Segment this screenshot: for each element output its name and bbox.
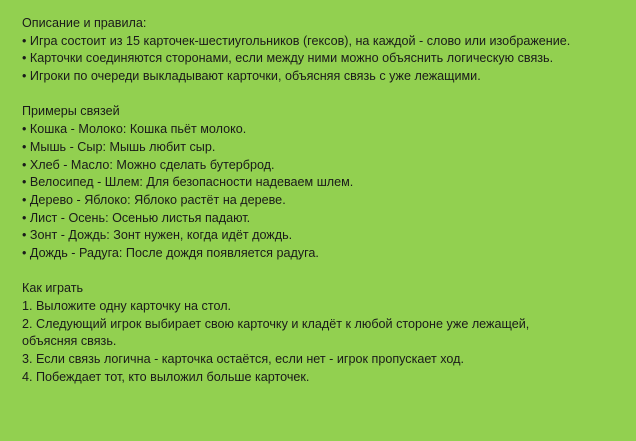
- description-heading: Описание и правила:: [22, 16, 147, 30]
- description-section: [22, 15, 636, 86]
- howto-step-2-continuation: объясняя связь.: [22, 334, 117, 349]
- example-item: • Дождь - Радуга: После дождя появляется радуга.: [22, 245, 319, 260]
- howto-step-3: 3. Если связь логична - карточка остаётся, если нет - игрок пропускает ход.: [22, 352, 464, 367]
- spacer: [22, 86, 636, 104]
- examples-section: [22, 103, 636, 262]
- howto-step-2: 2. Следующий игрок выбирает свою карточку и кладёт к любой стороне уже лежащей,: [22, 316, 530, 331]
- examples-heading: Примеры связей: [22, 104, 120, 119]
- howto-heading: Как играть: [22, 281, 84, 296]
- description-item: • Игра состоит из 15 карточек-шестиугольников (гексов), на каждой - слово или изображение.: [22, 33, 571, 48]
- howto-step-4: 4. Побеждает тот, кто выложил больше карточек.: [22, 369, 310, 384]
- description-item: • Игроки по очереди выкладывают карточки, объясняя связь с уже лежащими.: [22, 69, 481, 84]
- example-item: • Мышь - Сыр: Мышь любит сыр.: [22, 139, 216, 154]
- example-item: • Хлеб - Масло: Можно сделать бутерброд.: [22, 157, 275, 172]
- example-item: • Зонт - Дождь: Зонт нужен, когда идёт дождь.: [22, 228, 293, 243]
- example-item: • Кошка - Молоко: Кошка пьёт молоко.: [22, 122, 247, 137]
- example-item: • Дерево - Яблоко: Яблоко растёт на дереве.: [22, 192, 286, 207]
- spacer: [22, 263, 636, 281]
- howto-section: [22, 280, 636, 386]
- example-item: • Лист - Осень: Осенью листья падают.: [22, 210, 251, 225]
- howto-step-1: 1. Выложите одну карточку на стол.: [22, 299, 232, 313]
- example-item: • Велосипед - Шлем: Для безопасности надеваем шлем.: [22, 175, 354, 190]
- description-item: • Карточки соединяются сторонами, если между ними можно объяснить логическую связь.: [22, 51, 554, 66]
